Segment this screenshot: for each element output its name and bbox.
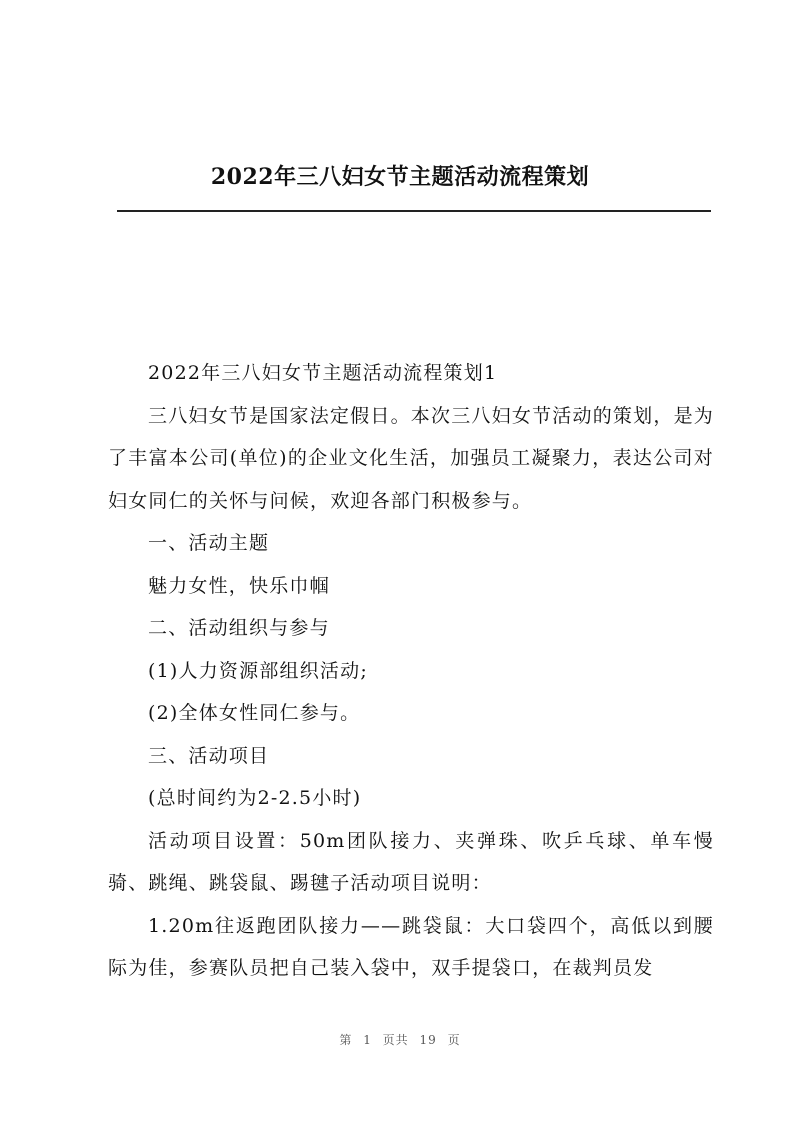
page-footer: 第 1 页共 19 页 xyxy=(339,1033,461,1047)
paragraph-participants: (2)全体女性同仁参与。 xyxy=(148,702,361,724)
section-heading-activities: 三、活动项目 xyxy=(148,744,270,767)
paragraph-theme: 魅力女性，快乐巾帼 xyxy=(148,574,330,597)
paragraph-relay-description: 1.20m往返跑团队接力——跳袋鼠：大口袋四个，高低以到腰际为佳，参赛队员把自己装入袋中，双手提袋口，在裁判员发 xyxy=(108,914,714,979)
title-divider xyxy=(117,210,711,212)
document-body xyxy=(108,352,714,990)
paragraph-activity-list: 活动项目设置：50m团队接力、夹弹珠、吹乒乓球、单车慢骑、跳绳、跳袋鼠、踢毽子活动项目说明： xyxy=(108,829,714,894)
paragraph-organizer: (1)人力资源部组织活动; xyxy=(148,659,368,682)
paragraph-intro: 三八妇女节是国家法定假日。本次三八妇女节活动的策划，是为了丰富本公司(单位)的企业文化生活，加强员工凝聚力，表达公司对妇女同仁的关怀与问候，欢迎各部门积极参与。 xyxy=(108,404,714,512)
section-heading-organization: 二、活动组织与参与 xyxy=(148,617,330,639)
paragraph-heading: 2022年三八妇女节主题活动流程策划1 xyxy=(148,362,498,384)
section-heading-theme: 一、活动主题 xyxy=(148,532,270,554)
paragraph-duration: (总时间约为2-2.5小时) xyxy=(148,787,362,809)
page-title: 2022年三八妇女节主题活动流程策划 xyxy=(210,164,590,190)
